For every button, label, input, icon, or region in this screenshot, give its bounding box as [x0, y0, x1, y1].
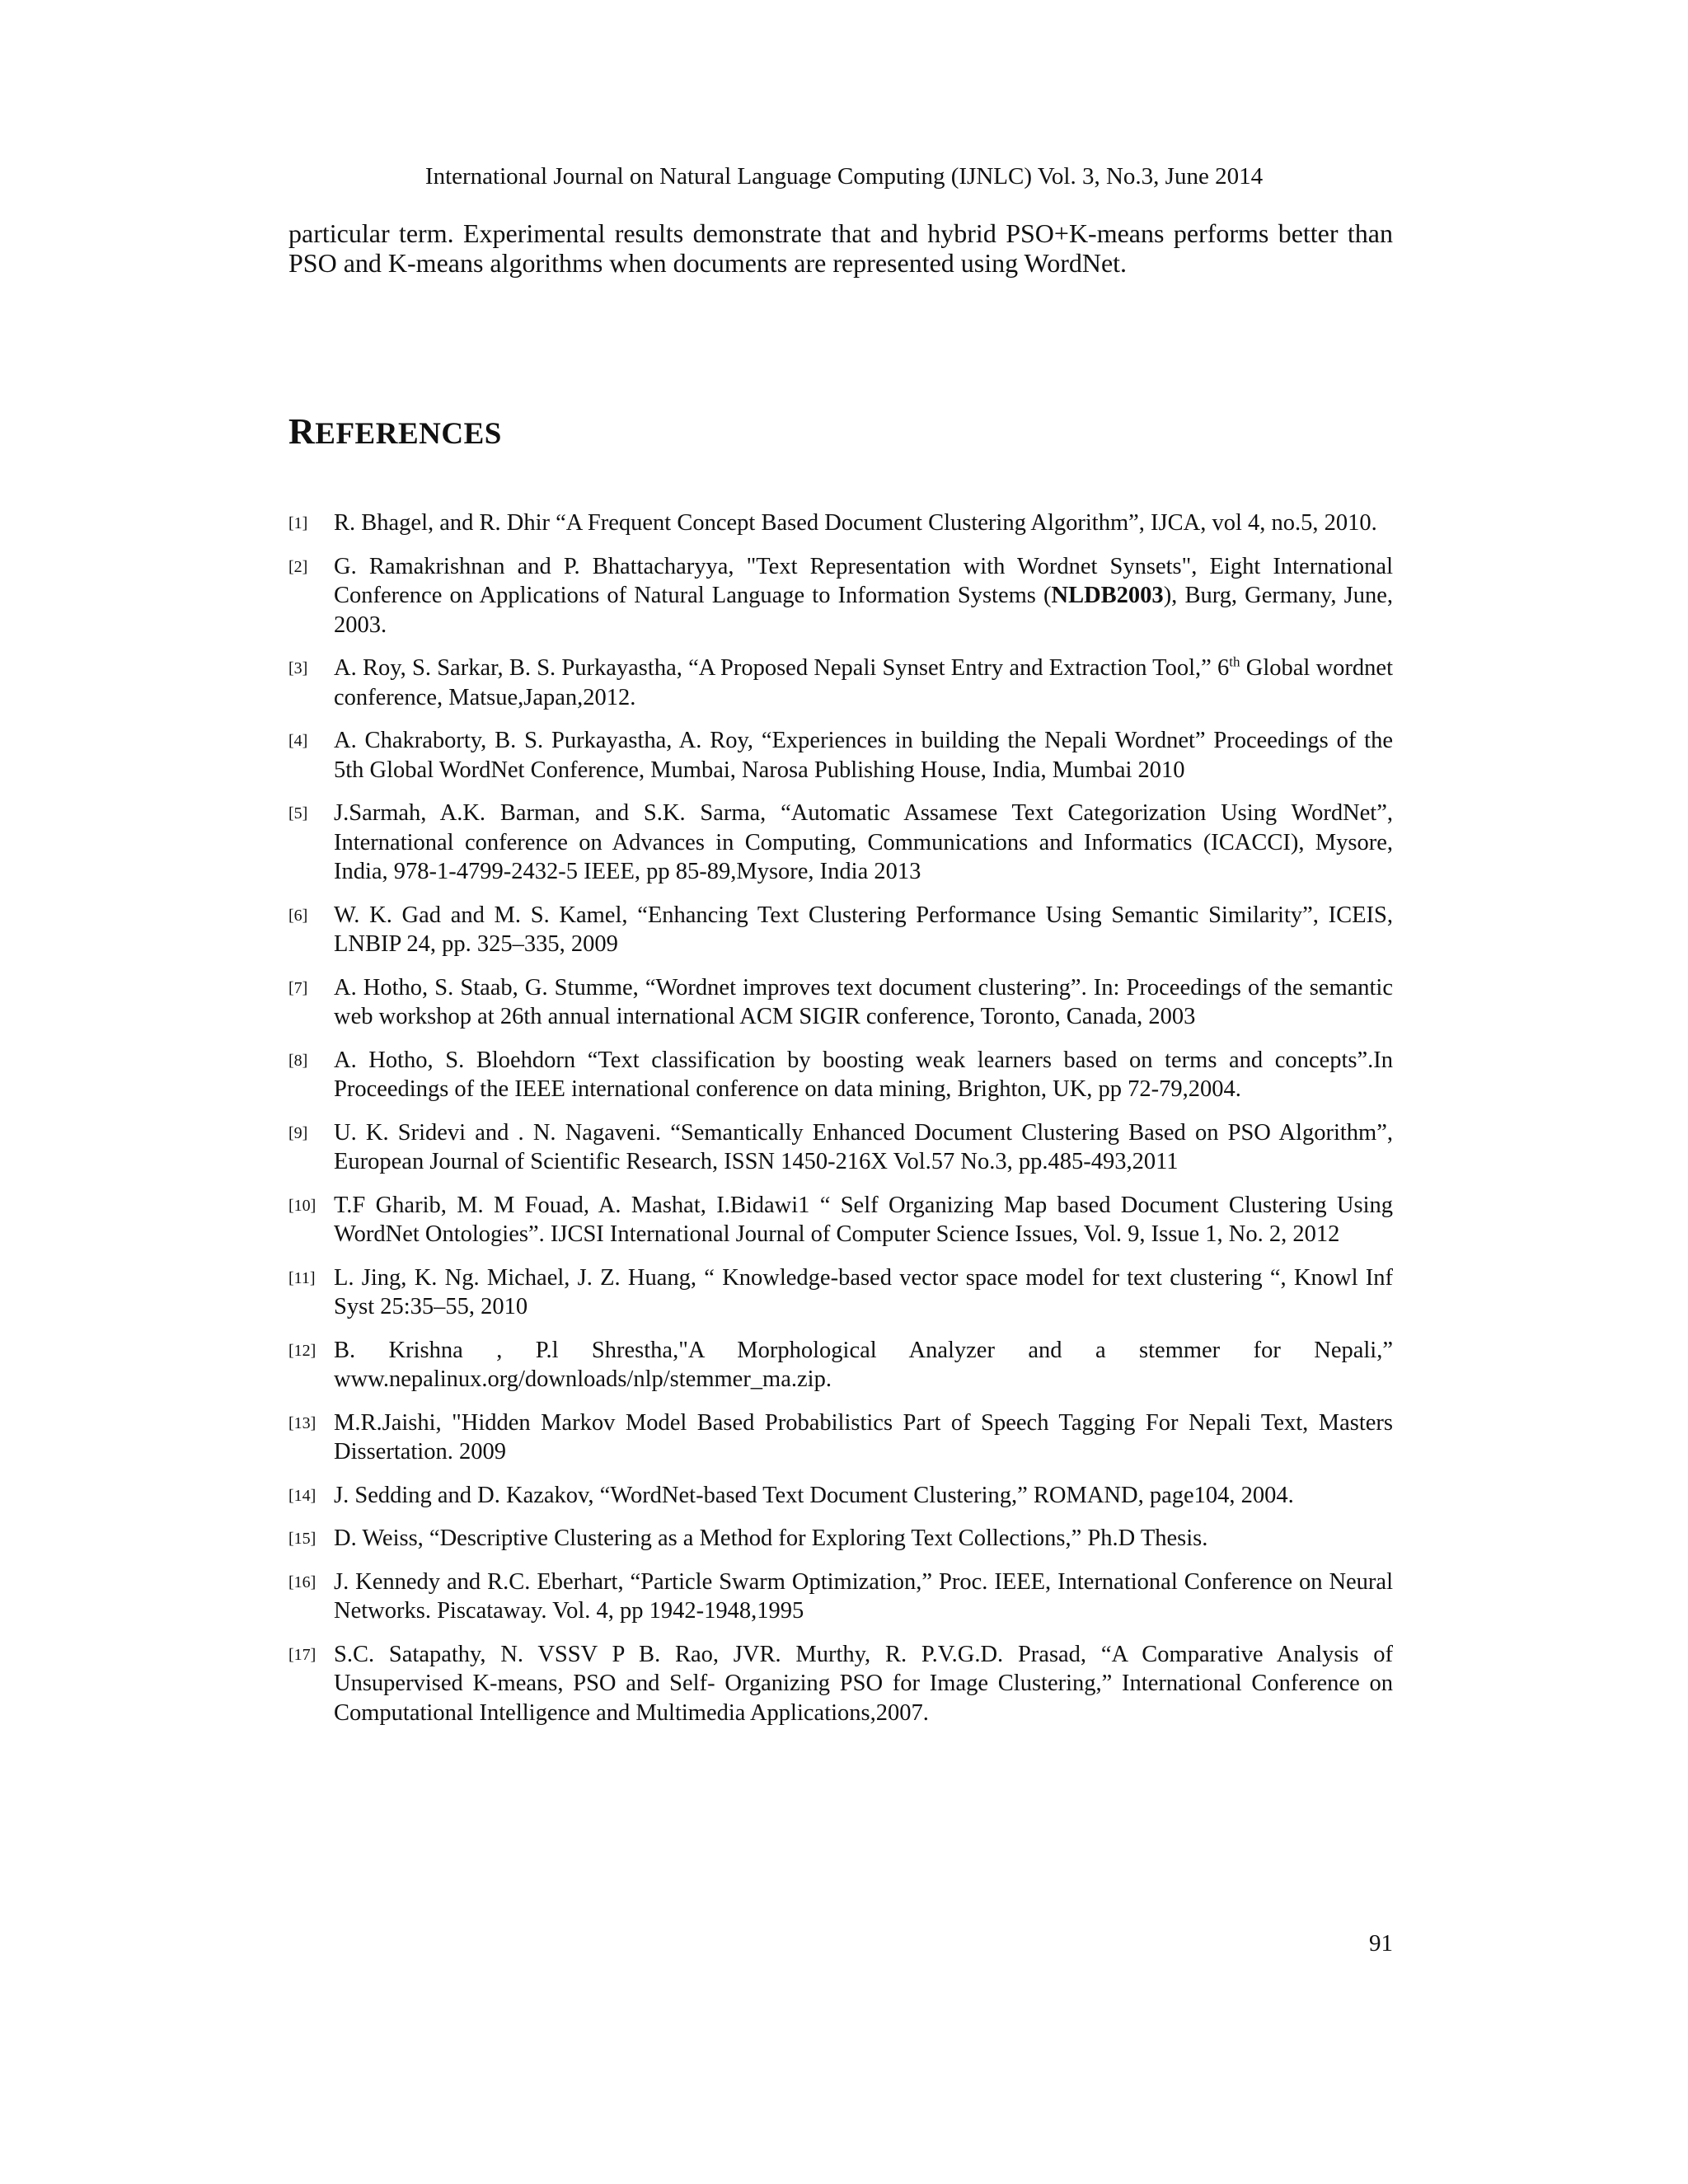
reference-text: J. Sedding and D. Kazakov, “WordNet-based Text Document Clustering,” ROMAND, page104, 2004.	[334, 1482, 1294, 1508]
reference-text: S.C. Satapathy, N. VSSV P B. Rao, JVR. Murthy, R. P.V.G.D. Prasad, “A Comparative Analysis of Unsupervised K-means, PSO and Self- Organizing PSO for Image Clustering,” International Conference on Computational Intelligence and Multimedia Applications,2007.	[334, 1641, 1393, 1726]
reference-number: [6]	[288, 906, 308, 925]
reference-number: [2]	[288, 557, 308, 576]
reference-number: [16]	[288, 1572, 316, 1591]
running-header: International Journal on Natural Language Computing (IJNLC) Vol. 3, No.3, June 2014	[424, 163, 1264, 190]
reference-number: [11]	[288, 1268, 316, 1287]
reference-text: L. Jing, K. Ng. Michael, J. Z. Huang, “ Knowledge-based vector space model for text clustering “, Knowl Inf Syst 25:35–55, 2010	[334, 1264, 1393, 1319]
reference-item-8	[288, 1046, 1393, 1104]
reference-number: [12]	[288, 1341, 316, 1360]
reference-text: A. Hotho, S. Bloehdorn “Text classification by boosting weak learners based on terms and concepts”.In Proceedings of the IEEE international conference on data mining, Brighton, UK, pp 72-79,2004.	[334, 1047, 1393, 1102]
reference-text: T.F Gharib, M. M Fouad, A. Mashat, I.Bidawi1 “ Self Organizing Map based Document Clustering Using WordNet Ontologies”. IJCSI International Journal of Computer Science Issues, Vol. 9, Issue 1, No. 2, 2012	[334, 1192, 1393, 1247]
reference-text-part: ), Burg, Germany, June, 2003.	[334, 583, 1393, 638]
reference-item-2	[288, 552, 1393, 640]
page-number: 91	[1369, 1930, 1393, 1957]
references-heading-rest: EFERENCES	[315, 417, 502, 451]
reference-text: M.R.Jaishi, "Hidden Markov Model Based Probabilistics Part of Speech Tagging For Nepali Text, Masters Dissertation. 2009	[334, 1409, 1393, 1465]
reference-text: R. Bhagel, and R. Dhir “A Frequent Concept Based Document Clustering Algorithm”, IJCA, vol 4, no.5, 2010.	[334, 510, 1377, 536]
reference-number: [10]	[288, 1196, 316, 1215]
intro-paragraph: particular term. Experimental results demonstrate that and hybrid PSO+K-means performs better than PSO and K-means algorithms when documents are represented using WordNet.	[288, 218, 1393, 278]
reference-item-12	[288, 1336, 1393, 1394]
reference-item-17	[288, 1640, 1393, 1728]
reference-number: [8]	[288, 1051, 308, 1070]
reference-number: [1]	[288, 514, 308, 532]
reference-text-part: Global wordnet conference, Matsue,Japan,2012.	[334, 655, 1393, 710]
reference-number: [15]	[288, 1530, 316, 1548]
reference-item-4	[288, 726, 1393, 785]
reference-text: W. K. Gad and M. S. Kamel, “Enhancing Text Clustering Performance Using Semantic Similarity”, ICEIS, LNBIP 24, pp. 325–335, 2009	[334, 902, 1393, 957]
reference-item-1	[288, 509, 1393, 538]
reference-item-6	[288, 901, 1393, 959]
reference-text: D. Weiss, “Descriptive Clustering as a Method for Exploring Text Collections,” Ph.D Thesis.	[334, 1526, 1208, 1551]
reference-item-16	[288, 1568, 1393, 1626]
reference-item-5	[288, 799, 1393, 887]
reference-text: A. Hotho, S. Staab, G. Stumme, “Wordnet improves text document clustering”. In: Proceedings of the semantic web workshop at 26th annual international ACM SIGIR conference, Toronto, Canada, 2003	[334, 974, 1393, 1029]
reference-number: [17]	[288, 1645, 316, 1664]
reference-item-10	[288, 1191, 1393, 1249]
reference-text-bold: NLDB2003	[1051, 583, 1164, 608]
reference-text: A. Chakraborty, B. S. Purkayastha, A. Roy, “Experiences in building the Nepali Wordnet” Proceedings of the 5th Global WordNet Conference, Mumbai, Narosa Publishing House, India, Mumbai 2010	[334, 728, 1393, 783]
reference-text: B. Krishna , P.l Shrestha,"A Morphological Analyzer and a stemmer for Nepali,” www.nepalinux.org/downloads/nlp/stemmer_ma.zip.	[334, 1337, 1393, 1392]
reference-number: [3]	[288, 659, 308, 677]
reference-text-part: A. Roy, S. Sarkar, B. S. Purkayastha, “A Proposed Nepali Synset Entry and Extraction Tool,” 6	[334, 655, 1230, 681]
reference-item-11	[288, 1263, 1393, 1322]
reference-number: [13]	[288, 1413, 316, 1432]
reference-number: [9]	[288, 1123, 308, 1142]
reference-text-superscript: th	[1229, 654, 1240, 670]
references-heading-initial: R	[288, 411, 316, 452]
reference-item-14	[288, 1481, 1393, 1511]
reference-number: [14]	[288, 1486, 316, 1505]
reference-item-9	[288, 1118, 1393, 1177]
references-heading	[288, 411, 502, 452]
reference-text: J. Kennedy and R.C. Eberhart, “Particle Swarm Optimization,” Proc. IEEE, International Conference on Neural Networks. Piscataway. Vol. 4, pp 1942-1948,1995	[334, 1568, 1393, 1624]
reference-item-13	[288, 1408, 1393, 1467]
reference-text: U. K. Sridevi and . N. Nagaveni. “Semantically Enhanced Document Clustering Based on PSO Algorithm”, European Journal of Scientific Research, ISSN 1450-216X Vol.57 No.3, pp.485-493,2011	[334, 1119, 1393, 1174]
reference-text	[334, 655, 1393, 710]
reference-number: [7]	[288, 978, 308, 997]
reference-item-7	[288, 973, 1393, 1032]
reference-text: J.Sarmah, A.K. Barman, and S.K. Sarma, “Automatic Assamese Text Categorization Using WordNet”, International conference on Advances in Computing, Communications and Informatics (ICACCI), Mysore, India, 978-1-4799-2432-5 IEEE, pp 85-89,Mysore, India 2013	[334, 800, 1393, 884]
reference-list	[288, 509, 1393, 1741]
reference-item-15	[288, 1524, 1393, 1554]
reference-text	[334, 554, 1393, 638]
reference-item-3	[288, 654, 1393, 712]
reference-number: [5]	[288, 804, 308, 823]
reference-text-part: G. Ramakrishnan and P. Bhattacharyya, "Text Representation with Wordnet Synsets", Eight International Conference on Applications of Natural Language to Information Systems (	[334, 553, 1393, 608]
reference-number: [4]	[288, 732, 308, 750]
